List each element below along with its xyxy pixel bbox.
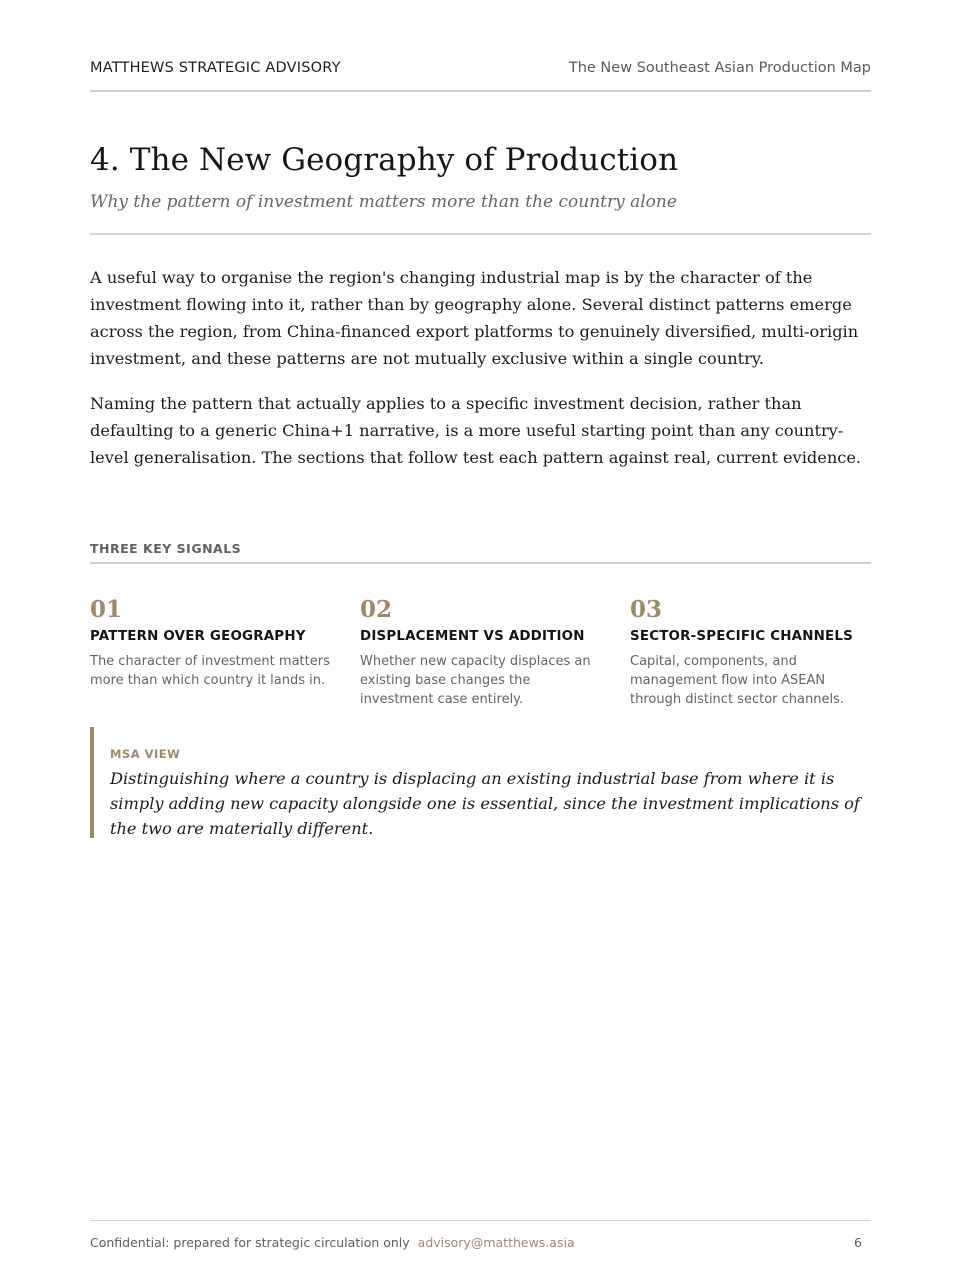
title-divider (90, 233, 871, 235)
signal-number: 03 (630, 596, 663, 623)
report-page (90, 0, 871, 1280)
page-number: 6 (854, 1235, 862, 1250)
callout-text: Distinguishing where a country is displacing an existing industrial base from where it is simply adding new capacity alongside one is essential, since the investment implications of the two are materially different. (110, 769, 860, 838)
signal-description: Whether new capacity displaces an existing base changes the investment case entirely. (360, 654, 591, 707)
callout-accent-bar (90, 727, 94, 838)
msa-view-callout (90, 727, 871, 838)
signal-title: PATTERN OVER GEOGRAPHY (90, 629, 306, 644)
signals-heading: THREE KEY SIGNALS (90, 541, 242, 556)
signal-title: DISPLACEMENT VS ADDITION (360, 629, 585, 644)
signals-divider (90, 562, 871, 564)
section-subtitle: Why the pattern of investment matters more than the country alone (90, 192, 677, 212)
signal-title: SECTOR-SPECIFIC CHANNELS (630, 629, 853, 644)
report-title: The New Southeast Asian Production Map (568, 60, 871, 76)
signal-number: 02 (360, 596, 393, 623)
signal-card-3 (630, 596, 870, 709)
page-footer (90, 1235, 862, 1250)
contact-email-link[interactable]: advisory@matthews.asia (417, 1235, 575, 1250)
header-divider (90, 90, 871, 92)
signal-description: The character of investment matters more than which country it lands in. (90, 654, 330, 688)
footer-divider (90, 1220, 871, 1221)
signal-card-1 (90, 596, 330, 690)
signal-number: 01 (90, 596, 123, 623)
section-title: 4. The New Geography of Production (90, 142, 679, 178)
callout-label: MSA VIEW (110, 747, 181, 761)
signal-description: Capital, components, and management flow into ASEAN through distinct sector channels. (630, 654, 844, 707)
signal-card-2 (360, 596, 600, 709)
org-name: MATTHEWS STRATEGIC ADVISORY (90, 60, 341, 76)
body-paragraph-2: Naming the pattern that actually applies to a specific investment decision, rather than defaulting to a generic China+1 narrative, is a more useful starting point than any country-level generalisation. The sections that follow test each pattern against real, current evidence. (90, 394, 862, 467)
body-paragraph-1: A useful way to organise the region's changing industrial map is by the character of the investment flowing into it, rather than by geography alone. Several distinct patterns emerge across the region, from China-financed export platforms to genuinely diversified, multi-origin investment, and these patterns are not mutually exclusive within a single country. (90, 268, 859, 368)
confidential-notice: Confidential: prepared for strategic circulation only (90, 1235, 410, 1250)
page-header (90, 60, 871, 80)
